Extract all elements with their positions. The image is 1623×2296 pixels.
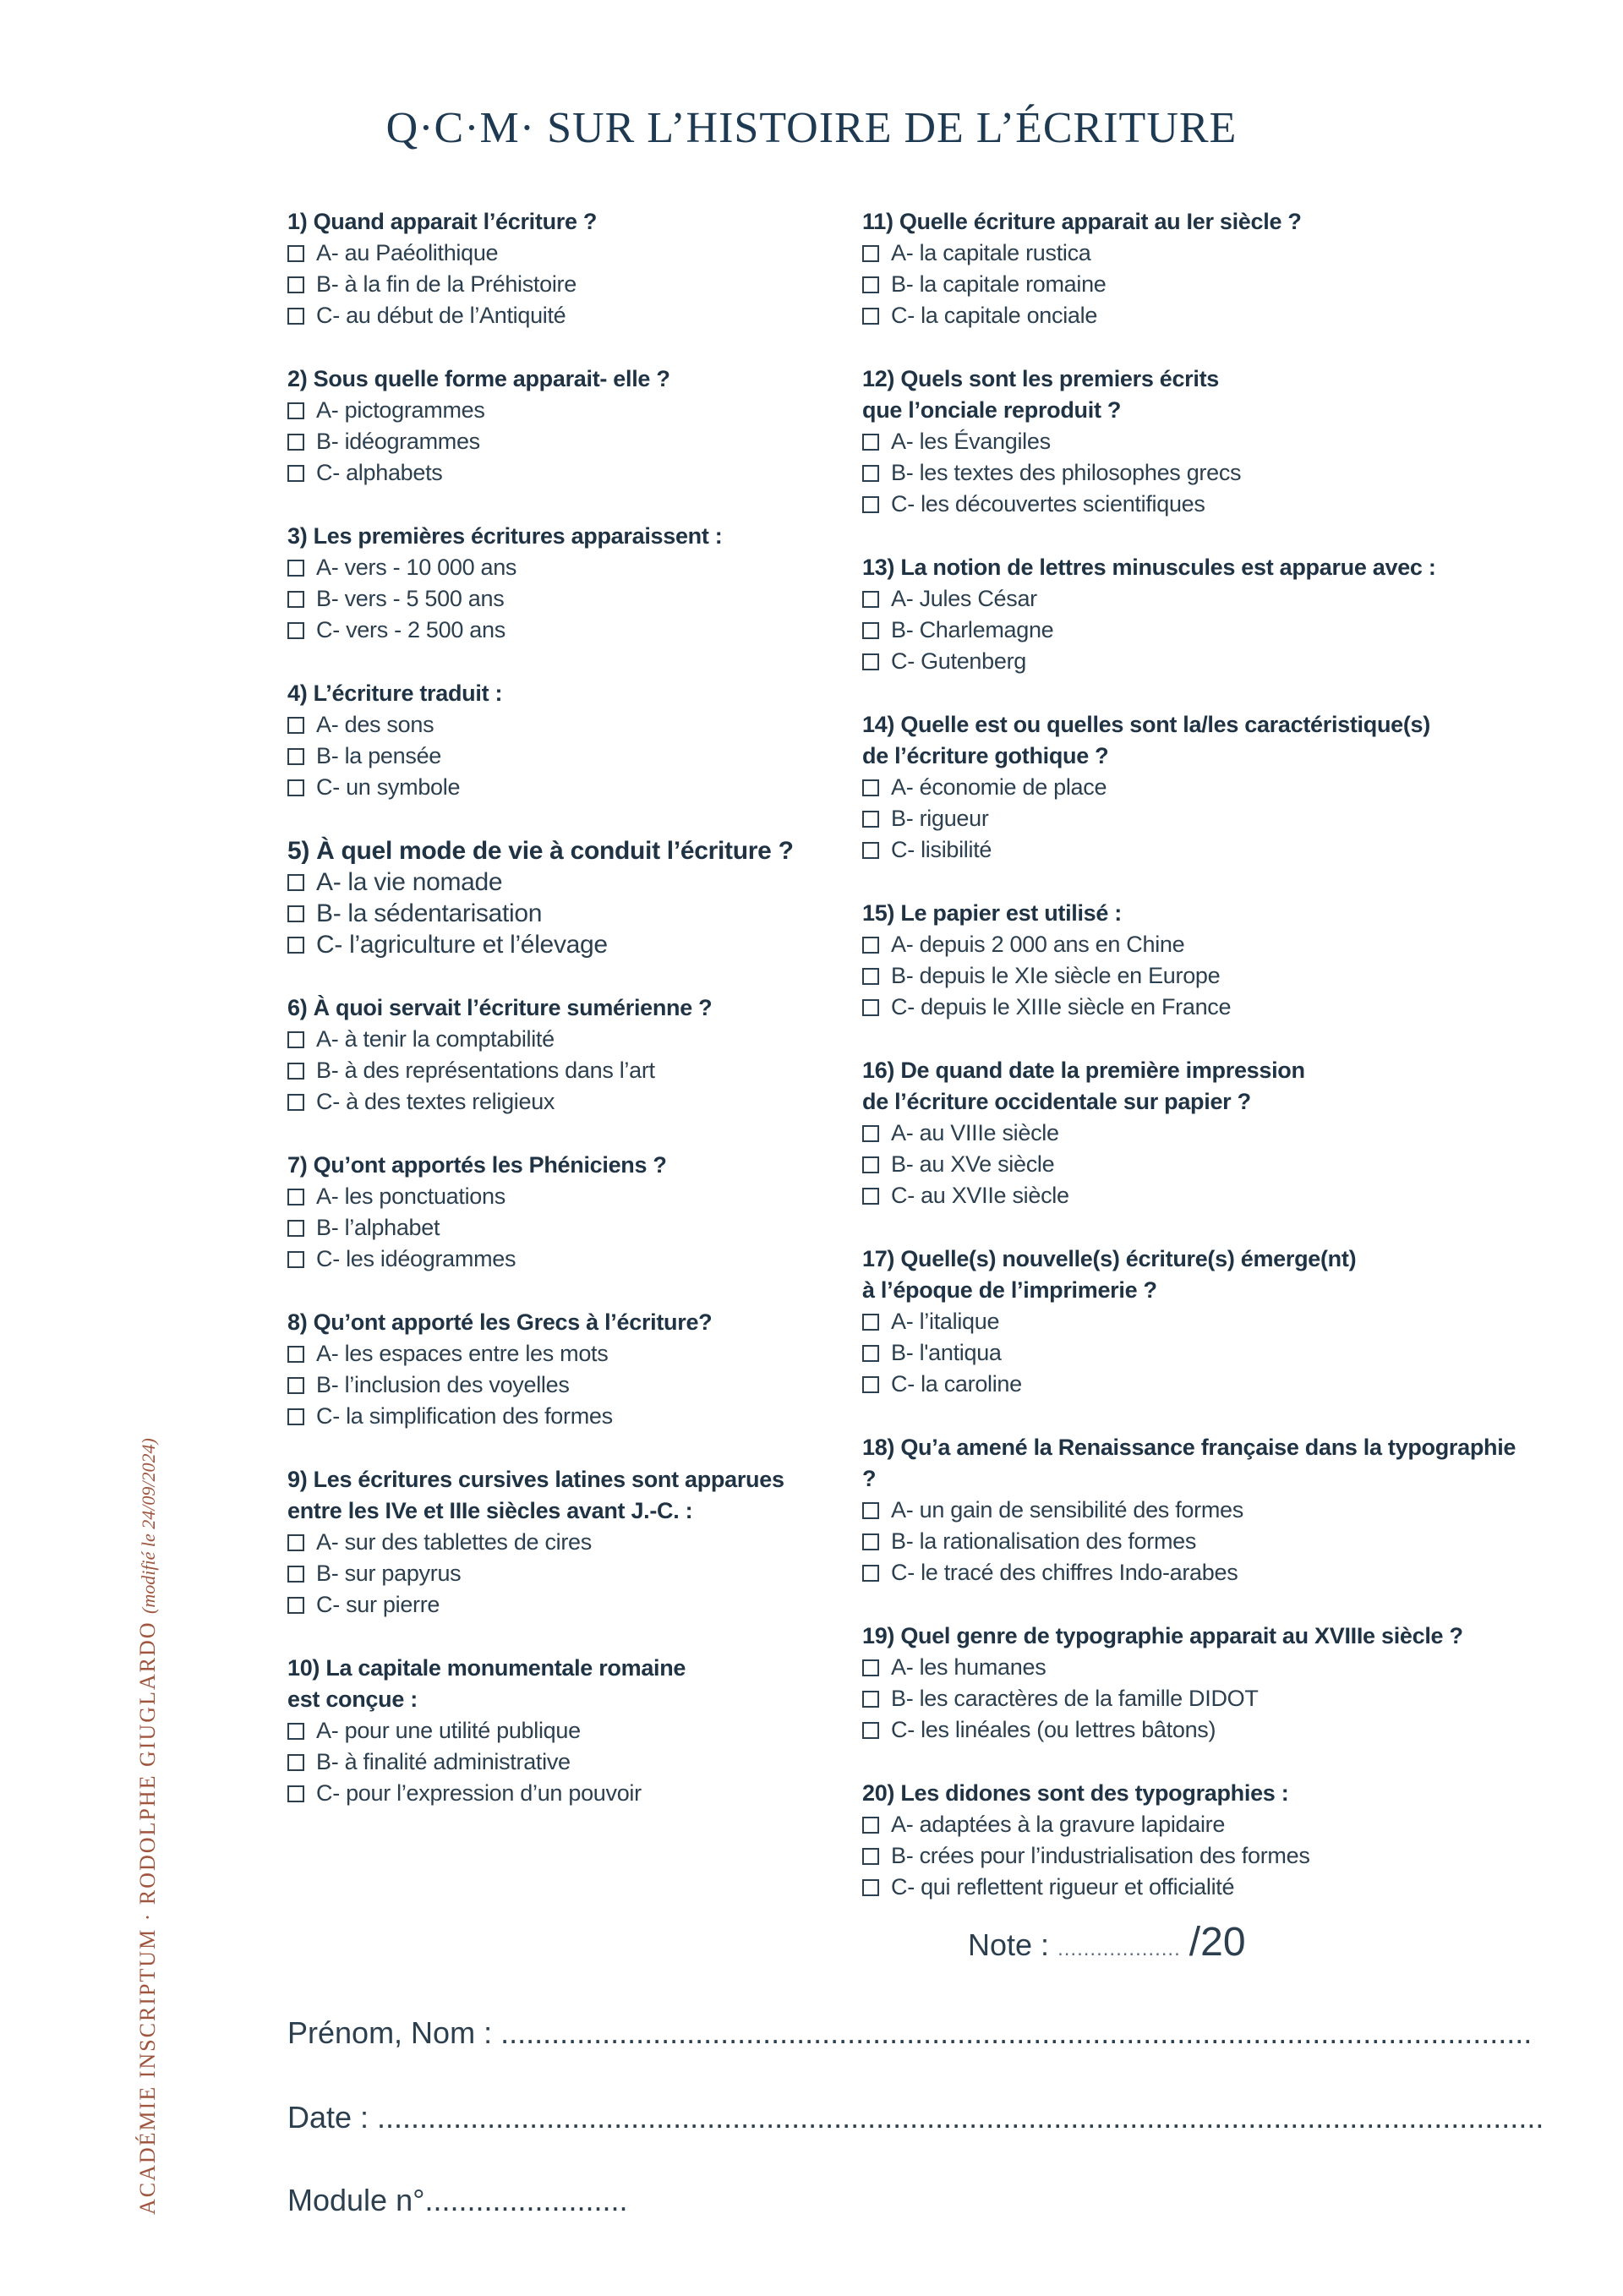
question-block [287,364,862,489]
answer-label: B- Charlemagne [891,617,1054,642]
answer-option[interactable] [287,1527,862,1558]
date-field[interactable]: Date : .......................................................................................................................................... [287,2100,1544,2135]
answer-option[interactable] [287,615,862,646]
answer-label: A- les espaces entre les mots [316,1341,609,1366]
checkbox[interactable] [862,653,879,670]
checkbox[interactable] [862,1879,879,1896]
checkbox[interactable] [287,1597,304,1614]
answer-option[interactable] [862,238,1522,269]
question-block [862,364,1522,520]
answer-label: C- les idéogrammes [316,1246,516,1271]
checkbox[interactable] [287,1408,304,1425]
answer-option[interactable] [862,960,1522,992]
checkbox[interactable] [287,622,304,639]
answer-label: B- crées pour l’industrialisation des formes [891,1843,1310,1868]
answer-option[interactable] [862,1840,1522,1872]
answer-label: B- au XVe siècle [891,1151,1055,1177]
question-block [287,1653,862,1809]
answer-label: B- à finalité administrative [316,1749,571,1774]
checkbox[interactable] [287,1251,304,1268]
answer-option[interactable] [287,583,862,615]
answer-label: A- des sons [316,712,434,737]
right-question-column [862,206,1522,1935]
question-block [862,206,1522,331]
checkbox[interactable] [862,1722,879,1739]
answer-option[interactable] [287,457,862,489]
answer-option[interactable] [862,1683,1522,1714]
checkbox[interactable] [862,1502,879,1519]
question-block [862,1621,1522,1746]
answer-label: C- alphabets [316,460,443,485]
answer-option[interactable] [287,898,862,929]
answer-label: A- pictogrammes [316,397,485,423]
answer-label: B- la capitale romaine [891,271,1107,297]
answer-option[interactable] [862,1872,1522,1903]
question-text: 1) Quand apparait l’écriture ? [287,209,598,234]
checkbox[interactable] [287,434,304,451]
answer-option[interactable] [287,866,862,898]
answer-label: C- pour l’expression d’un pouvoir [316,1780,642,1806]
question-block [862,1778,1522,1903]
checkbox[interactable] [287,1063,304,1080]
checkbox[interactable] [862,1691,879,1708]
answer-option[interactable] [287,1181,862,1212]
checkbox[interactable] [862,1156,879,1173]
checkbox[interactable] [287,874,304,891]
answer-option[interactable] [862,929,1522,960]
answer-option[interactable] [862,1369,1522,1400]
answer-option[interactable] [862,803,1522,834]
question-text: 16) De quand date la première impression de l’écriture occidentale sur papier ? [862,1058,1305,1114]
checkbox[interactable] [862,999,879,1016]
checkbox[interactable] [287,1094,304,1111]
name-field[interactable]: Prénom, Nom : .......................................................................................................................... [287,2015,1533,2050]
question-text: 7) Qu’ont apportés les Phéniciens ? [287,1152,667,1178]
answer-label: A- les ponctuations [316,1184,505,1209]
checkbox[interactable] [862,1565,879,1582]
question-block [862,1055,1522,1211]
question-text: 8) Qu’ont apporté les Grecs à l’écriture? [287,1309,713,1335]
question-block [287,678,862,803]
checkbox[interactable] [862,1848,879,1865]
answer-option[interactable] [287,1369,862,1401]
sidebar-credit [135,1438,161,2215]
answer-option[interactable] [862,646,1522,677]
question-block [287,1150,862,1275]
page-title: Q·C·M· SUR L’HISTOIRE DE L’ÉCRITURE [385,104,1238,152]
question-text: 2) Sous quelle forme apparait- elle ? [287,366,670,391]
answer-label: B- à des représentations dans l’art [316,1058,655,1083]
answer-option[interactable] [287,426,862,457]
answer-option[interactable] [287,772,862,803]
answer-label: B- vers - 5 500 ans [316,586,505,611]
question-block [862,1432,1522,1588]
answer-label: A- sur des tablettes de cires [316,1529,592,1555]
answer-label: A- Jules César [891,586,1037,611]
checkbox[interactable] [862,1188,879,1205]
checkbox[interactable] [287,1723,304,1740]
answer-option[interactable] [287,395,862,426]
checkbox[interactable] [862,779,879,796]
answer-label: A- au Paéolithique [316,240,499,265]
answer-option[interactable] [862,1809,1522,1840]
answer-label: C- au XVIIe siècle [891,1183,1069,1208]
checkbox[interactable] [862,276,879,293]
module-field[interactable]: Module n°........................ [287,2183,628,2217]
question-block [862,1244,1522,1400]
answer-label: B- l’alphabet [316,1215,440,1240]
checkbox[interactable] [287,1031,304,1048]
answer-option[interactable] [287,300,862,331]
answer-option[interactable] [287,1589,862,1621]
checkbox[interactable] [287,560,304,577]
answer-option[interactable] [862,1526,1522,1557]
question-block [862,709,1522,866]
answer-option[interactable] [287,1715,862,1747]
answer-label: B- idéogrammes [316,429,480,454]
answer-option[interactable] [287,1086,862,1118]
answer-label: C- sur pierre [316,1592,440,1617]
checkbox[interactable] [862,496,879,513]
answer-label: C- l’agriculture et l’élevage [316,931,608,959]
question-text: 20) Les didones sont des typographies : [862,1780,1289,1806]
answer-option[interactable] [862,1180,1522,1211]
answer-label: A- l’italique [891,1309,1000,1334]
answer-option[interactable] [287,1212,862,1244]
answer-option[interactable] [287,1244,862,1275]
score-note [968,1919,1246,1965]
checkbox[interactable] [862,937,879,954]
answer-label: C- Gutenberg [891,648,1026,674]
checkbox[interactable] [862,308,879,325]
answer-label: A- à tenir la comptabilité [316,1026,555,1052]
answer-label: A- économie de place [891,774,1107,800]
checkbox[interactable] [287,779,304,796]
checkbox[interactable] [862,1125,879,1142]
answer-label: B- la rationalisation des formes [891,1528,1197,1554]
answer-label: B- sur papyrus [316,1561,462,1586]
question-text: 11) Quelle écriture apparait au Ier siècle ? [862,209,1302,234]
answer-option[interactable] [287,1024,862,1055]
sidebar-text: ACADÉMIE INSCRIPTUM · RODOLPHE GIUGLARDO [135,1621,160,2215]
answer-label: A- les humanes [891,1654,1046,1680]
answer-label: A- adaptées à la gravure lapidaire [891,1812,1226,1837]
answer-label: A- pour une utilité publique [316,1718,581,1743]
checkbox[interactable] [287,1754,304,1771]
answer-label: B- l’inclusion des voyelles [316,1372,570,1397]
question-block [862,898,1522,1023]
checkbox[interactable] [287,402,304,419]
checkbox[interactable] [862,465,879,482]
answer-option[interactable] [862,269,1522,300]
question-text: 9) Les écritures cursives latines sont apparues entre les IVe et IIIe siècles avant J.-C. : [287,1467,784,1523]
question-text: 5) À quel mode de vie à conduit l’écriture ? [287,837,794,865]
note-label: Note : [968,1927,1050,1962]
answer-option[interactable] [287,269,862,300]
question-text: 17) Quelle(s) nouvelle(s) écriture(s) émerge(nt) à l’époque de l’imprimerie ? [862,1246,1357,1303]
answer-label: C- le tracé des chiffres Indo-arabes [891,1560,1238,1585]
answer-option[interactable] [862,1306,1522,1337]
answer-label: A- vers - 10 000 ans [316,555,517,580]
checkbox[interactable] [287,1566,304,1583]
answer-label: B- à la fin de la Préhistoire [316,271,577,297]
answer-option[interactable] [862,489,1522,520]
answer-option[interactable] [287,238,862,269]
question-block [287,1307,862,1432]
answer-option[interactable] [287,1055,862,1086]
question-text: 3) Les premières écritures apparaissent : [287,523,723,549]
answer-option[interactable] [862,615,1522,646]
question-text: 13) La notion de lettres minuscules est apparue avec : [862,555,1436,580]
question-text: 14) Quelle est ou quelles sont la/les caractéristique(s) de l’écriture gothique ? [862,712,1430,768]
answer-label: B- l'antiqua [891,1340,1002,1365]
checkbox[interactable] [862,1533,879,1550]
answer-option[interactable] [862,1337,1522,1369]
answer-label: C- les linéales (ou lettres bâtons) [891,1717,1216,1742]
answer-option[interactable] [862,583,1522,615]
answer-option[interactable] [862,992,1522,1023]
checkbox[interactable] [287,465,304,482]
checkbox[interactable] [287,1346,304,1363]
answer-label: C- depuis le XIIIe siècle en France [891,994,1232,1020]
checkbox[interactable] [862,1314,879,1331]
answer-label: C- au début de l’Antiquité [316,303,566,328]
checkbox[interactable] [287,591,304,608]
checkbox[interactable] [287,308,304,325]
checkbox[interactable] [862,245,879,262]
answer-option[interactable] [862,457,1522,489]
checkbox[interactable] [862,622,879,639]
checkbox[interactable] [862,1376,879,1393]
answer-label: A- la vie nomade [316,868,503,896]
answer-option[interactable] [287,1338,862,1369]
answer-label: B- rigueur [891,806,989,831]
checkbox[interactable] [862,434,879,451]
checkbox[interactable] [287,1534,304,1551]
answer-label: A- la capitale rustica [891,240,1091,265]
checkbox[interactable] [862,842,879,859]
checkbox[interactable] [862,968,879,985]
checkbox[interactable] [287,1785,304,1802]
answer-option[interactable] [287,929,862,960]
note-dots[interactable]: ................... [1057,1938,1181,1960]
answer-option[interactable] [862,1557,1522,1588]
checkbox[interactable] [862,1817,879,1834]
checkbox[interactable] [287,937,304,954]
question-block [287,992,862,1118]
question-text: 15) Le papier est utilisé : [862,900,1123,926]
answer-label: B- les textes des philosophes grecs [891,460,1242,485]
answer-label: A- les Évangiles [891,429,1051,454]
checkbox[interactable] [287,1377,304,1394]
answer-label: B- la sédentarisation [316,899,543,927]
answer-label: C- un symbole [316,774,461,800]
question-block [862,552,1522,677]
answer-option[interactable] [862,300,1522,331]
question-text: 18) Qu’a amené la Renaissance française dans la typographie ? [862,1435,1516,1491]
checkbox[interactable] [287,276,304,293]
answer-option[interactable] [287,741,862,772]
answer-label: C- qui reflettent rigueur et officialité [891,1874,1235,1900]
answer-label: B- la pensée [316,743,441,768]
question-text: 4) L’écriture traduit : [287,681,503,706]
checkbox[interactable] [862,1345,879,1362]
checkbox[interactable] [287,1189,304,1205]
checkbox[interactable] [287,717,304,734]
answer-option[interactable] [862,1714,1522,1746]
checkbox[interactable] [287,905,304,922]
answer-option[interactable] [287,552,862,583]
question-text: 10) La capitale monumentale romaine est conçue : [287,1655,686,1712]
answer-label: C- la caroline [891,1371,1022,1397]
checkbox[interactable] [862,1659,879,1676]
answer-label: C- la simplification des formes [316,1403,613,1429]
question-block [287,835,862,960]
answer-option[interactable] [287,1401,862,1432]
answer-label: C- à des textes religieux [316,1089,555,1114]
question-text: 12) Quels sont les premiers écrits que l’onciale reproduit ? [862,366,1219,423]
answer-label: C- la capitale onciale [891,303,1098,328]
answer-label: C- vers - 2 500 ans [316,617,505,642]
answer-label: B- depuis le XIe siècle en Europe [891,963,1221,988]
question-text: 19) Quel genre de typographie apparait au XVIIIe siècle ? [862,1623,1463,1648]
question-block [287,206,862,331]
answer-option[interactable] [862,1495,1522,1526]
question-block [287,521,862,646]
answer-option[interactable] [862,772,1522,803]
checkbox[interactable] [287,245,304,262]
answer-option[interactable] [862,1149,1522,1180]
answer-label: C- les découvertes scientifiques [891,491,1205,517]
sidebar-modified: (modifié le 24/09/2024) [138,1438,159,1614]
note-total: /20 [1189,1920,1246,1965]
question-text: 6) À quoi servait l’écriture sumérienne ? [287,995,713,1020]
question-block [287,1464,862,1621]
answer-option[interactable] [287,1558,862,1589]
answer-label: C- lisibilité [891,837,992,862]
answer-label: A- un gain de sensibilité des formes [891,1497,1243,1522]
answer-option[interactable] [862,426,1522,457]
checkbox[interactable] [862,811,879,828]
answer-option[interactable] [862,1652,1522,1683]
checkbox[interactable] [287,1220,304,1237]
checkbox[interactable] [862,591,879,608]
answer-option[interactable] [862,834,1522,866]
answer-option[interactable] [862,1118,1522,1149]
left-question-column [287,206,862,1841]
answer-option[interactable] [287,1778,862,1809]
answer-label: A- au VIIIe siècle [891,1120,1059,1145]
answer-label: B- les caractères de la famille DIDOT [891,1686,1259,1711]
answer-label: A- depuis 2 000 ans en Chine [891,932,1185,957]
answer-option[interactable] [287,1747,862,1778]
answer-option[interactable] [287,709,862,741]
checkbox[interactable] [287,748,304,765]
